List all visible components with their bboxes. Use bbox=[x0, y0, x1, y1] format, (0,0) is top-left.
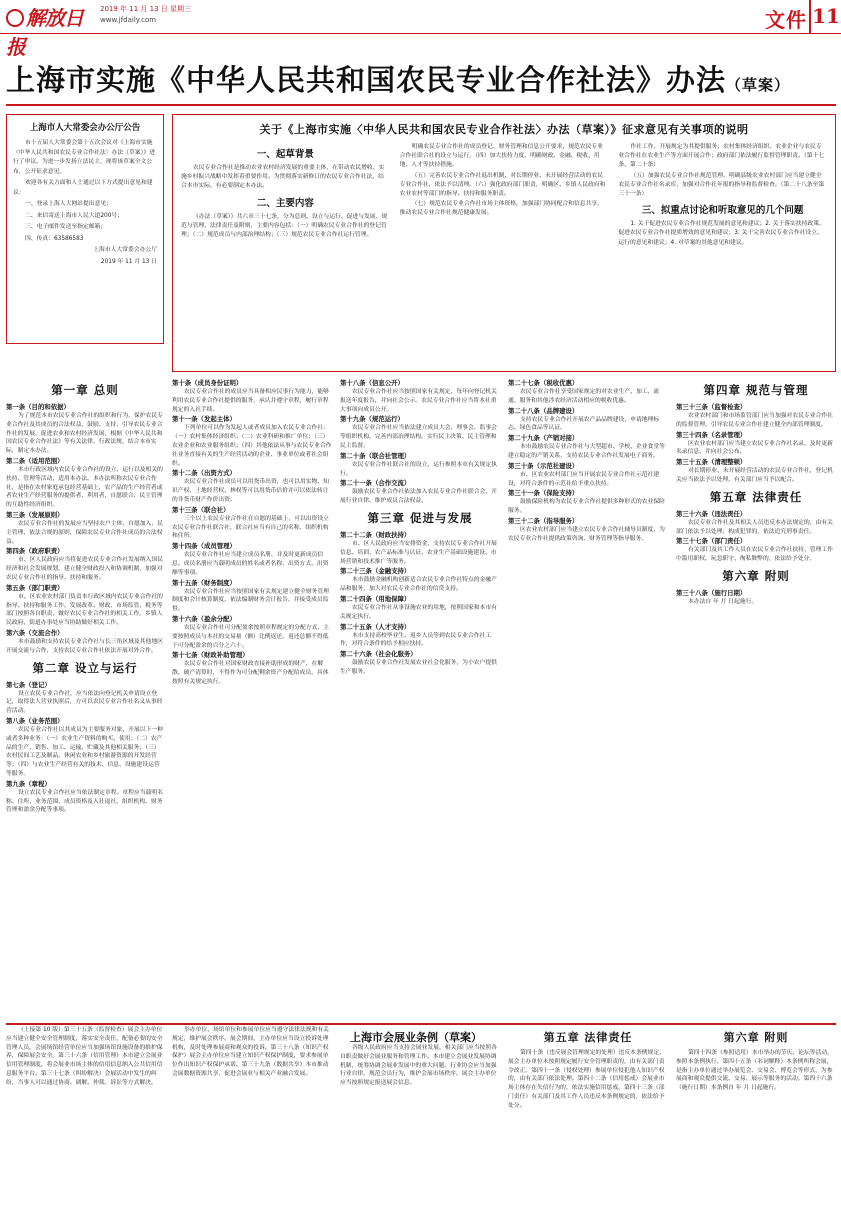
article2-column-3 bbox=[340, 1044, 500, 1224]
page-headline: 上海市实施《中华人民共和国农民专业合作社法》办法（草案） bbox=[6, 63, 791, 97]
issue-date: 2019 年 11 月 13 日 星期三 bbox=[100, 5, 191, 13]
article-heading: 第三十条（示范社建设） bbox=[508, 461, 579, 470]
article-text: 本市鼓励和支持农民专业合作社与长三角区域及其他地区开展交流与合作，支持农民专业合作社依法开展对外合作。 bbox=[6, 638, 163, 654]
explanation-column bbox=[400, 143, 609, 367]
article-text: 举办单位、场馆单位和参展单位应当遵守法律法规和有关规定，维护展会秩序。展会期间，主办单位应当设立投诉处理机构，及时处理参展商和观众的投诉。第三十八条（知识产权保护）展会主办单位应当建立知识产权保护制度，要求参展单位作出知识产权保护承诺。第三十九条（数据共享）本市推动会展数据资源共享，促进会展业与相关产业融合发展。 bbox=[172, 1027, 329, 1077]
article-heading: 第十条（成员身份证明） bbox=[172, 379, 243, 387]
body-text: （五）完善农民专业合作社退出机制，对长期停业、未开展经营活动的农民专业合作社，依法予以清理。（六）强化政府部门职责，明确区、乡镇人民政府和农业农村等部门的指导、扶持和服务职责。 bbox=[399, 172, 606, 198]
body-text: 《办法（草案）》共六章三十七条，分为总则、设立与运行、促进与发展、规范与管理、法律责任及附则，主要内容包括：（一）明确农民专业合作社的登记管理；（二）规范成员与内部治理结构；（三）规范农民专业合作社运行管理。 bbox=[181, 213, 388, 239]
article-heading: 第十一条（发起主体） bbox=[172, 415, 236, 424]
announcement-signature: 上海市人大常委会办公厅 bbox=[93, 247, 157, 253]
body-column-5 bbox=[676, 378, 836, 1020]
article-heading: 第四条（政府职责） bbox=[6, 547, 64, 556]
body-text: 作社工作，开展规定为其提供服务；农村集体经济组织、农业企业与农民专业合作社在农业生产等方面开展合作；政府部门依法履行监督管理职责。（第十七条、第二十条） bbox=[618, 144, 825, 169]
article2-column-1 bbox=[6, 1026, 164, 1224]
section-label: 文件 bbox=[765, 8, 807, 32]
article-heading: 第三十五条（清理整顿） bbox=[676, 458, 747, 467]
article-heading: 第二条（适用范围） bbox=[6, 456, 64, 465]
law-body bbox=[6, 378, 836, 1020]
article2-title: 上海市会展业条例（草案） bbox=[350, 1031, 482, 1044]
body-text: （七）规范农民专业合作社市场主体资格，加强部门协同配合和信息共享，推动农民专业合作社规范健康发展。 bbox=[399, 201, 603, 217]
article-text: 农民专业合作社及其相关人员违反本办法规定的，由有关部门依法予以处理；构成犯罪的，依法追究刑事责任。 bbox=[676, 519, 833, 535]
article-heading: 第十六条（盈余分配） bbox=[172, 614, 236, 623]
article-text: 设立农民专业合作社应当依法制定章程。章程应当载明名称、住所、业务范围、成员资格及入社退社、组织机构、财务管理和盈余分配等事项。 bbox=[6, 789, 163, 814]
body-column-4 bbox=[508, 378, 668, 1020]
article-heading: 第五条（部门职责） bbox=[6, 583, 64, 592]
chapter-heading: 第六章 附则 bbox=[722, 568, 790, 583]
chapter-heading: 第二章 设立与运行 bbox=[32, 660, 138, 675]
article-text: 第四十四条（参照适用）本市举办的节庆、论坛等活动，参照本条例执行。第四十五条（名词解释）本条例所称会展，是指主办单位通过举办展览会、交易会、博览会等形式，为参展商和观众提供交流、交易、展示等服务的活动。第四十六条（施行日期）本条例自 年 月 日起施行。 bbox=[676, 1050, 833, 1092]
article-text: 各级人民政府应当支持会展业发展，相关部门应当按照各自职责做好会展业服务和管理工作。本市建立会展业发展协调机制，统筹协调会展业发展中的重大问题。行业协会应当加强行业自律，规范会员行为，维护会展市场秩序。展会主办单位应当按照规定报送展会信息。 bbox=[340, 1045, 497, 1087]
article-text: 为了规范本市农民专业合作社的组织和行为，保护农民专业合作社及其成员的合法权益，鼓励、支持、引导农民专业合作社的发展，促进农业和农村经济发展，根据《中华人民共和国农民专业合作社法》等有关法律、行政法规，结合本市实际，制定本办法。 bbox=[6, 413, 163, 455]
body-column-1 bbox=[6, 378, 164, 1020]
headline-rule bbox=[6, 104, 836, 106]
article-text: 农民专业合作社享受国家规定的对农业生产、加工、流通、服务和其他涉农经济活动相应的税收优惠。 bbox=[508, 389, 660, 404]
article-heading: 第三十七条（部门责任） bbox=[676, 537, 747, 546]
article-text: 农民专业合作社以其成员为主要服务对象，开展以下一种或者多种业务：（一）农业生产资料的购买、使用；（二）农产品的生产、销售、加工、运输、贮藏及其他相关服务；（三）农村民间工艺及制品、休闲农业和乡村旅游资源的开发经营等；（四）与农业生产经营有关的技术、信息、设施建设运营等服务。 bbox=[6, 726, 163, 777]
chapter-heading: 第三章 促进与发展 bbox=[367, 510, 473, 525]
article-text: 鼓励农民专业合作社发展农业社会化服务，为小农户提供生产服务。 bbox=[340, 660, 497, 675]
announcement-title: 上海市人大常委会办公厅公告 bbox=[29, 123, 141, 133]
contact-item: 二、来信寄送上海市人民大道200号； bbox=[25, 212, 124, 219]
article-heading: 第二十七条（税收优惠） bbox=[508, 379, 579, 387]
body-column-3 bbox=[340, 378, 500, 1020]
article-heading: 第二十一条（合作交流） bbox=[340, 479, 411, 488]
article-heading: 第七条（登记） bbox=[6, 680, 51, 689]
article-heading: 第一条（目的和依据） bbox=[6, 403, 70, 411]
body-text: 农民专业合作社是推动农业农村经济发展的重要主体，在带动农民增收、实施乡村振兴战略中发挥着重要作用。为贯彻落实新修订的农民专业合作社法，结合本市实际，有必要制定本办法。 bbox=[181, 165, 385, 190]
article-heading: 第二十三条（金融支持） bbox=[340, 567, 411, 576]
article-heading: 第三十二条（指导服务） bbox=[508, 516, 579, 525]
article-text: 农民专业合作社从事设施农业的用地，按照国家和本市有关规定执行。 bbox=[340, 604, 497, 620]
article-heading: 第十九条（规范运行） bbox=[340, 415, 404, 424]
article-heading: 第二十二条（财政扶持） bbox=[340, 530, 411, 539]
article-heading: 第十三条（联合社） bbox=[172, 505, 230, 514]
chapter-heading: 第一章 总则 bbox=[51, 383, 119, 397]
article-text: 支持农民专业合作社开展农产品品牌建设，申请地理标志、绿色食品等认证。 bbox=[508, 416, 660, 432]
article-heading: 第二十六条（社会化服务） bbox=[340, 650, 417, 659]
article-heading: 第六条（交流合作） bbox=[6, 628, 64, 637]
article-text: 农民专业合作社应当按照国家有关规定，每年向登记机关报送年度报告，并向社会公示。农民专业合作社应当将本社重大事项向成员公开。 bbox=[340, 389, 497, 413]
article-text: 鼓励保险机构为农民专业合作社提供多种形式的农业保险服务。 bbox=[508, 499, 665, 515]
article-text: 本办法自 年 月 日起施行。 bbox=[688, 598, 758, 605]
article-heading: 第三十八条（施行日期） bbox=[676, 588, 747, 597]
article-text: 本市鼓励农民专业合作社与大型超市、学校、企业食堂等建立稳定的产销关系，支持农民专业合作社发展电子商务。 bbox=[508, 444, 665, 459]
article-text: 市、区人民政府应当将促进农民专业合作社发展纳入国民经济和社会发展规划，建立健全财政投入和协调机制，加强对农民专业合作社的指导、扶持和服务。 bbox=[6, 557, 163, 581]
article-text: 农民专业合作社应当依法建立成员大会、理事会、监事会等组织机构，完善内部治理结构，实行民主决策、民主管理和民主监督。 bbox=[340, 425, 497, 449]
explanation-column bbox=[618, 143, 827, 367]
article-heading: 第三十一条（保险支持） bbox=[508, 489, 579, 498]
article-text: 农民专业合作社成员可以用货币出资，也可以用实物、知识产权、土地经营权、林权等可以用货币估价并可以依法转让的非货币财产作价出资。 bbox=[172, 479, 329, 503]
article-heading: 第二十条（联合社管理） bbox=[340, 451, 411, 460]
article-text: 农民专业合作社的发展应当坚持农户主体、自愿加入、民主管理、依法合规的原则，保障农民专业合作社成员的合法权益。 bbox=[6, 520, 163, 545]
article-text: 下列单位可以作为发起人或者成员加入农民专业合作社：（一）农村集体经济组织；（二）农业科研和推广单位；（三）农业企业和农业服务组织；（四）其他依法从事与农民专业合作社业务直接有关的生产经营活动的企业、事业单位或者社会组织。 bbox=[172, 425, 332, 467]
article-divider bbox=[6, 1023, 836, 1025]
article-heading: 第三条（发展原则） bbox=[6, 510, 64, 519]
body-text: （五）加强农民专业合作社规范管理。明确县级农业农村部门应当建立健全农民专业合作社名录库，加强对合作社年报的指导和监督检查。（第二十八条至第三十一条） bbox=[618, 172, 825, 198]
article-text: 农民专业合作社的成员应当具备相应民事行为能力，能够利用农民专业合作社提供的服务，承认并遵守章程，履行章程规定的入社手续。 bbox=[172, 389, 329, 413]
masthead-meta bbox=[100, 4, 191, 26]
article-text: 鼓励农民专业合作社依法加入农民专业合作社联合会，开展行业自律、维护成员合法权益。 bbox=[340, 489, 497, 505]
contact-item: 四、传真：63586583 bbox=[25, 235, 84, 242]
body-text: 明确农民专业合作社的成员登记、财务管理和信息公开要求，规范农民专业合作社联合社的设立与运行。（四）加大扶持力度，明确财政、金融、税收、用地、人才等扶持措施。 bbox=[399, 144, 603, 169]
article-text: 有关部门及其工作人员在农民专业合作社扶持、管理工作中滥用职权、玩忽职守、徇私舞弊的，依法给予处分。 bbox=[676, 547, 833, 563]
article-text: 设立农民专业合作社，应当依法向登记机关申请设立登记，取得法人营业执照后，方可以农民专业合作社名义从事经营活动。 bbox=[6, 690, 163, 715]
article2-column-5 bbox=[676, 1026, 836, 1224]
article-text: （上接第 10 版）第三十五条（监督检查）展会主办单位应当建立健全安全管理制度，落实安全责任，配备必要的安全管理人员。会展场馆经营单位应当加强场馆设施设备的维护保养，保障展会安全。第三十六条（信用管理）本市建立会展业信用管理制度，将会展业市场主体的信用信息纳入公共信用信息服务平台。第三十七条（纠纷解决）会展活动中发生的纠纷，当事人可以通过协商、调解、仲裁、诉讼等方式解决。 bbox=[6, 1027, 163, 1086]
section-heading: 三、拟重点讨论和听取意见的几个问题 bbox=[641, 205, 804, 217]
article-heading: 第十四条（成员管理） bbox=[172, 542, 236, 551]
article-heading: 第二十四条（用地保障） bbox=[340, 594, 411, 603]
article-text: 农民专业合作社应当建立成员名册，并及时更新成员信息。成员名册应当载明成员的姓名或者名称、出资方式、出资额等事项。 bbox=[172, 552, 329, 576]
article-text: 农民专业合作社可分配盈余按照章程规定的分配方式，主要按照成员与本社的交易量（额）比例返还，返还总额不得低于可分配盈余的百分之六十。 bbox=[172, 624, 329, 649]
announcement-paragraph: 欢迎各有关方面和人士通过以下方式提出意见和建议： bbox=[13, 180, 153, 196]
article-text: 第四十条（违反展会管理规定的处理）违反本条例规定，展会主办单位未按照规定履行安全管理职责的，由有关部门责令改正。第四十一条（侵权处理）参展单位侵犯他人知识产权的，由有关部门依法处理。第四十二条（信用惩戒）会展业市场主体存在失信行为的，依法实施信用惩戒。第四十三条（部门责任）有关部门及其工作人员违反本条例规定的，依法给予处分。 bbox=[508, 1050, 665, 1109]
announcement-paragraph: 市十五届人大常委会第十五次会议对《上海市实施〈中华人民共和国农民专业合作社法〉办法（草案）》进行了审议。为进一步发扬立法民主，现将该草案全文公布，公开征求意见。 bbox=[13, 140, 156, 175]
chapter-heading: 第四章 规范与管理 bbox=[703, 383, 809, 397]
article-text: 区农业农村部门应当建立农民专业合作社辅导员制度，为农民专业合作社提供政策咨询、财务管理等指导服务。 bbox=[508, 526, 665, 542]
newspaper-logo: 解放日报 bbox=[6, 6, 83, 59]
explanation-column bbox=[181, 143, 390, 367]
article-heading: 第十八条（信息公开） bbox=[340, 379, 404, 387]
chapter-heading: 第五章 法律责任 bbox=[543, 1031, 633, 1044]
body-column-2 bbox=[172, 378, 332, 1020]
article-heading: 第十七条（财政补助管理） bbox=[172, 651, 249, 660]
article-text: 市、区农业农村部门应当开展农民专业合作社示范社建设，对符合条件的示范社给予重点扶持。 bbox=[508, 471, 660, 487]
chapter-heading: 第六章 附则 bbox=[723, 1031, 789, 1044]
article-text: 本市鼓励金融机构创新适合农民专业合作社特点的金融产品和服务，加大对农民专业合作社的信贷支持。 bbox=[340, 577, 497, 593]
article-heading: 第二十九条（产销对接） bbox=[508, 434, 579, 443]
article-heading: 第二十八条（品牌建设） bbox=[508, 406, 579, 415]
masthead bbox=[0, 0, 841, 59]
article-heading: 第二十五条（人才支持） bbox=[340, 622, 411, 631]
article2-column-4 bbox=[508, 1026, 668, 1224]
chapter-heading: 第五章 法律责任 bbox=[709, 489, 803, 504]
article-heading: 第九条（章程） bbox=[6, 779, 51, 788]
article-heading: 第十二条（出资方式） bbox=[172, 469, 236, 478]
contact-item: 一、登录上海人大网站提出意见； bbox=[25, 201, 112, 207]
article-text: 农民专业合作社对国家财政直接补助形成的财产，在解散、破产清算时，不得作为可分配剩余资产分配给成员，具体按照有关规定执行。 bbox=[172, 661, 329, 685]
article-text: 本市行政区域内农民专业合作社的设立、运行以及相关的扶持、管理等活动，适用本办法。本办法所称农民专业合作社，是指在农村家庭承包经营基础上，农产品的生产经营者或者农业生产经营服务的提供者、利用者，自愿联合、民主管理的互助性经济组织。 bbox=[6, 466, 163, 509]
article-heading: 第三十四条（名录管理） bbox=[676, 430, 747, 439]
headline-suffix: （草案） bbox=[726, 76, 791, 94]
article-text: 市、区农业农村部门负责本行政区域内农民专业合作社的指导、扶持和服务工作。发展改革、财政、市场监管、税务等部门按照各自职责，做好农民专业合作社的相关工作。乡镇人民政府、街道办事处应当协助做好相关工作。 bbox=[6, 593, 163, 627]
logo-seal-icon bbox=[6, 9, 24, 27]
announcement-box bbox=[6, 114, 164, 344]
article-text: 农民专业合作社联合社的设立、运行参照本章有关规定执行。 bbox=[340, 461, 497, 477]
article-heading: 第十五条（财务制度） bbox=[172, 578, 236, 587]
article2-column-2 bbox=[172, 1026, 332, 1224]
article-text: 本市支持高校毕业生、返乡人员等到农民专业合作社工作，对符合条件的给予相应扶持。 bbox=[340, 632, 492, 648]
page-number: 11 bbox=[809, 0, 841, 33]
article-heading: 第三十三条（监督检查） bbox=[676, 403, 747, 411]
section-heading: 二、主要内容 bbox=[256, 197, 314, 209]
announcement-date: 2019 年 11 月 13 日 bbox=[100, 258, 157, 265]
section-heading: 一、起草背景 bbox=[256, 149, 314, 160]
explanation-box bbox=[172, 114, 836, 372]
explanation-title: 关于《上海市实施〈中华人民共和国农民专业合作社法〉办法（草案）》征求意见有关事项的说明 bbox=[259, 123, 749, 136]
contact-item: 三、电子邮件发送至指定邮箱； bbox=[25, 224, 107, 230]
article-heading: 第八条（业务范围） bbox=[6, 716, 64, 725]
site-url[interactable]: www.jfdaily.com bbox=[100, 16, 157, 24]
article-heading: 第三十六条（违法责任） bbox=[676, 509, 747, 518]
article-text: 区农业农村部门应当建立农民专业合作社名录，及时更新名录信息，并向社会公布。 bbox=[676, 440, 833, 456]
article-text: 农民专业合作社应当按照国家有关规定建立健全财务管理制度和会计核算制度，依法编制财务会计报告，并接受成员监督。 bbox=[172, 588, 329, 613]
article-text: 市、区人民政府应当安排资金，支持农民专业合作社开展信息、培训、农产品标准与认证、农业生产基础设施建设、市场营销和技术推广等服务。 bbox=[340, 540, 497, 565]
article-text: 农业农村部门和市场监管部门应当加强对农民专业合作社的监督管理，引导农民专业合作社建立健全内部管理制度。 bbox=[676, 413, 833, 428]
body-text: 1. 关于促进农民专业合作社规范发展的意见和建议；2. 关于落实扶持政策、促进农民专业合作社提质增效的意见和建议；3. 关于完善农民专业合作社设立、运行的意见和建议；4. 对草案的其他意见和建议。 bbox=[618, 221, 825, 246]
article-text: 三个以上农民专业合作社在自愿的基础上，可以出资设立农民专业合作社联合社，联合社应当有自己的名称、组织机构和住所。 bbox=[172, 515, 329, 540]
article-text: 对长期停业、未开展经营活动的农民专业合作社，登记机关应当依法予以处理，有关部门应当予以配合。 bbox=[676, 468, 833, 483]
